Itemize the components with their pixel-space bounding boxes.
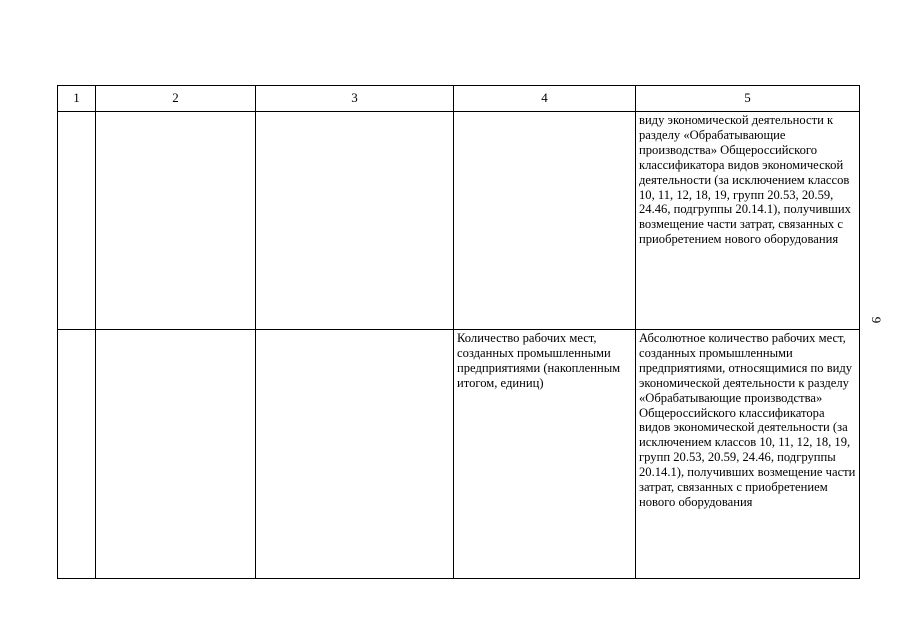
column-header-1: 1 <box>58 86 96 112</box>
table-cell <box>454 330 636 579</box>
indicators-table <box>57 85 860 579</box>
column-header-4: 4 <box>454 86 636 112</box>
table-row <box>58 330 860 579</box>
indicator-name-text: Количество рабочих мест, созданных промышленными предприятиями (накопленным итогом, единиц) <box>457 331 621 390</box>
table-cell <box>96 112 256 330</box>
table-row <box>58 112 860 330</box>
table-cell <box>636 330 860 579</box>
column-header-2: 2 <box>96 86 256 112</box>
table-cell <box>58 330 96 579</box>
indicator-method-text: Абсолютное количество рабочих мест, созданных промышленными предприятиями, относящимися по виду экономической деятельности к разделу «Обрабатывающие производства» Общероссийского классификатора видов экономической деятельности (за исключением классов 10, 11, 12, 18, 19, групп 20.53, 20.59, 24.46, подгруппы 20.14.1), получивших возмещение части затрат, связанных с приобретением нового оборудования <box>639 331 856 509</box>
table-cell <box>454 112 636 330</box>
page-number: 9 <box>869 316 884 324</box>
column-header-3: 3 <box>256 86 454 112</box>
table-cell <box>636 112 860 330</box>
table-header-row <box>58 86 860 112</box>
table-cell <box>256 112 454 330</box>
table-cell <box>58 112 96 330</box>
table-cell <box>256 330 454 579</box>
indicator-method-text: виду экономической деятельности к разделу «Обрабатывающие производства» Общероссийского классификатора видов экономической деятельности (за исключением классов 10, 11, 12, 18, 19, групп 20.53, 20.59, 24.46, подгруппы 20.14.1), получивших возмещение части затрат, связанных с приобретением нового оборудования <box>639 113 851 247</box>
column-header-5: 5 <box>636 86 860 112</box>
table-cell <box>96 330 256 579</box>
